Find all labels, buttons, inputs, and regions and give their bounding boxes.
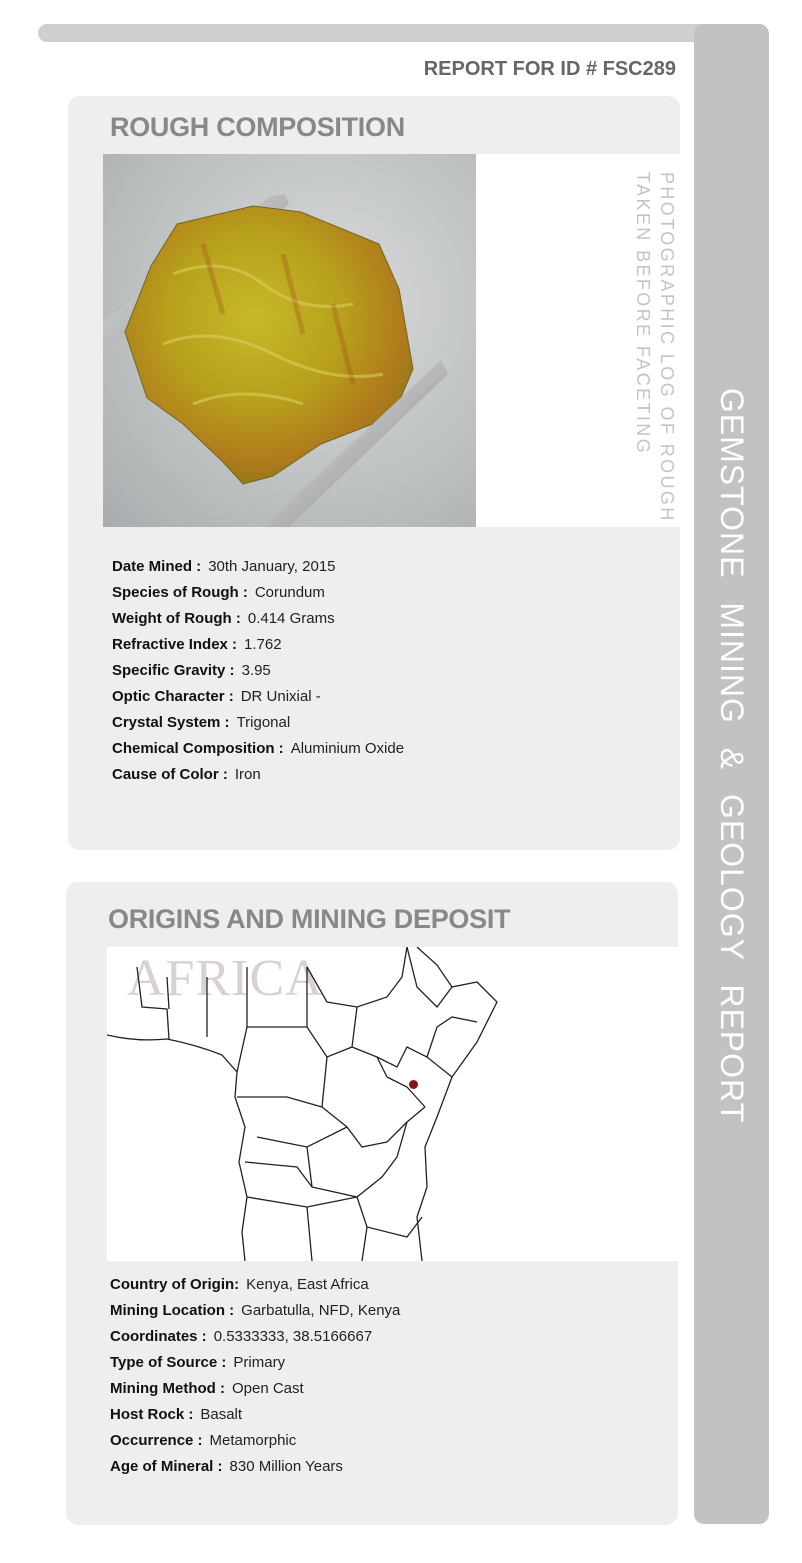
side-title	[694, 387, 769, 1123]
property-value: Garbatulla, NFD, Kenya	[241, 1302, 401, 1319]
photo-caption	[631, 172, 679, 523]
top-decorative-bar	[38, 24, 768, 42]
property-label: Crystal System :	[112, 714, 230, 731]
africa-map	[107, 947, 678, 1261]
property-row	[112, 632, 404, 658]
property-label: Specific Gravity :	[112, 662, 235, 679]
property-value: Iron	[234, 766, 261, 783]
property-value: Metamorphic	[209, 1432, 297, 1449]
rough-gemstone-photo	[103, 154, 476, 527]
map-label: AFRICA	[127, 950, 324, 1007]
property-label: Weight of Rough :	[112, 610, 241, 627]
property-value: Kenya, East Africa	[246, 1276, 369, 1293]
property-label: Mining Method :	[110, 1380, 225, 1397]
rough-properties	[112, 554, 404, 788]
origins-title: ORIGINS AND MINING DEPOSIT	[108, 904, 511, 934]
property-value: DR Unixial -	[240, 688, 321, 705]
property-label: Date Mined :	[112, 558, 202, 575]
map-borders	[107, 947, 678, 1261]
photo-caption-line-2: TAKEN BEFORE FACETING	[633, 172, 653, 456]
property-row	[110, 1298, 400, 1324]
property-label: Refractive Index :	[112, 636, 238, 653]
rough-photo-area	[103, 154, 680, 527]
property-value: 1.762	[244, 636, 282, 653]
property-label: Mining Location :	[110, 1302, 235, 1319]
property-row	[110, 1324, 400, 1350]
property-row	[110, 1376, 400, 1402]
origin-properties	[110, 1272, 400, 1480]
property-row	[110, 1428, 400, 1454]
property-label: Type of Source :	[110, 1354, 227, 1371]
origins-panel	[66, 882, 678, 1525]
property-row	[112, 762, 404, 788]
property-label: Occurrence :	[110, 1432, 203, 1449]
property-row	[110, 1402, 400, 1428]
property-label: Host Rock :	[110, 1406, 194, 1423]
property-value: Primary	[233, 1354, 286, 1371]
report-id: REPORT FOR ID # FSC289	[423, 58, 676, 80]
property-row	[110, 1350, 400, 1376]
property-value: Corundum	[254, 584, 325, 601]
property-row	[112, 658, 404, 684]
property-value: 3.95	[241, 662, 271, 679]
property-label: Optic Character :	[112, 688, 234, 705]
property-label: Species of Rough :	[112, 584, 248, 601]
photo-caption-line-1: PHOTOGRAPHIC LOG OF ROUGH	[657, 172, 677, 523]
property-label: Coordinates :	[110, 1328, 207, 1345]
property-value: 0.414 Grams	[247, 610, 335, 627]
property-value: Basalt	[200, 1406, 243, 1423]
rough-composition-panel	[68, 96, 680, 850]
property-value: 0.5333333, 38.5166667	[213, 1328, 373, 1345]
property-row	[112, 736, 404, 762]
property-label: Cause of Color :	[112, 766, 228, 783]
property-row	[112, 606, 404, 632]
property-label: Chemical Composition :	[112, 740, 284, 757]
property-value: 830 Million Years	[229, 1458, 343, 1475]
property-value: Aluminium Oxide	[290, 740, 405, 757]
property-label: Country of Origin:	[110, 1276, 240, 1293]
property-row	[112, 684, 404, 710]
mine-location-marker	[409, 1080, 418, 1089]
property-row	[112, 554, 404, 580]
property-value: 30th January, 2015	[208, 558, 336, 575]
gemstone-illustration	[103, 154, 476, 527]
property-row	[112, 710, 404, 736]
property-value: Open Cast	[231, 1380, 304, 1397]
rough-composition-title: ROUGH COMPOSITION	[110, 112, 405, 142]
property-label: Age of Mineral :	[110, 1458, 223, 1475]
property-value: Trigonal	[236, 714, 291, 731]
property-row	[112, 580, 404, 606]
property-row	[110, 1454, 400, 1480]
side-title-text: GEMSTONE MINING & GEOLOGY REPORT	[714, 387, 751, 1123]
property-row	[110, 1272, 400, 1298]
